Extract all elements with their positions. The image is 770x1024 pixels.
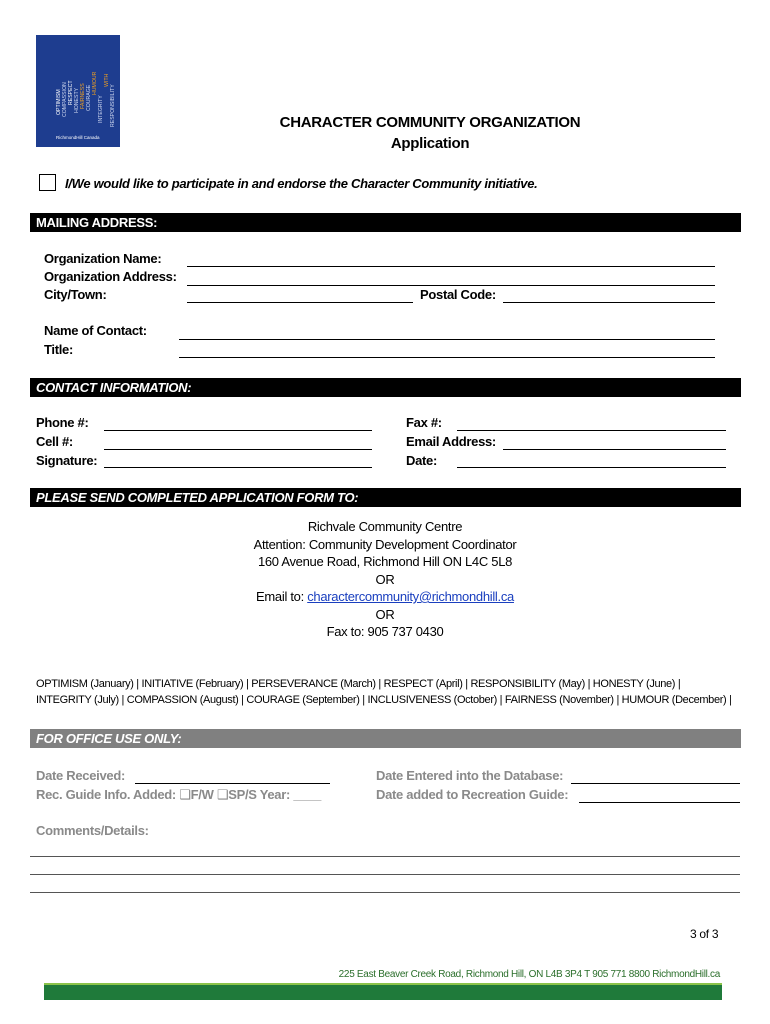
fax-field[interactable] (457, 430, 726, 431)
date-field[interactable] (457, 467, 726, 468)
send-email-line (185, 588, 585, 606)
date-received-label: Date Received: (36, 768, 126, 783)
values-line-1: OPTIMISM (January) | INITIATIVE (February) | PERSEVERANCE (March) | RESPECT (April) | RESPONSIBILITY (May) | HONESTY (June) | (36, 678, 681, 690)
comments-line-2[interactable] (30, 874, 740, 875)
cell-label: Cell #: (36, 434, 73, 449)
city-field[interactable] (187, 302, 413, 303)
footer-address: 225 East Beaver Creek Road, Richmond Hill, ON L4B 3P4 T 905 771 8800 RichmondHill.ca (338, 969, 720, 980)
send-or-1: OR (375, 571, 395, 587)
logo-word: HONESTY (74, 87, 80, 113)
org-name-field[interactable] (187, 266, 715, 267)
contact-name-label: Name of Contact: (44, 323, 147, 338)
phone-label: Phone #: (36, 415, 89, 430)
logo-brand: RichmondHill Canada (56, 135, 100, 140)
page-subtitle: Application (390, 135, 470, 152)
date-added-field[interactable] (579, 802, 740, 803)
send-line-3: 160 Avenue Road, Richmond Hill ON L4C 5L8 (257, 554, 513, 569)
character-values-list (36, 676, 746, 708)
endorse-checkbox[interactable] (39, 174, 56, 191)
city-label: City/Town: (44, 287, 107, 302)
logo-word: WITH (104, 73, 110, 87)
contact-title-label: Title: (44, 342, 74, 357)
cell-field[interactable] (104, 449, 372, 450)
org-name-label: Organization Name: (44, 251, 162, 266)
send-or-2: OR (375, 606, 395, 622)
send-to-heading: PLEASE SEND COMPLETED APPLICATION FORM TO: (30, 488, 741, 507)
send-fax-line: Fax to: 905 737 0430 (326, 624, 444, 639)
logo-word: RESPONSIBILITY (110, 84, 116, 127)
logo-word: OPTIMISM (56, 89, 62, 115)
date-entered-field[interactable] (571, 783, 740, 784)
org-address-label: Organization Address: (44, 269, 177, 284)
date-entered-label: Date Entered into the Database: (376, 768, 564, 783)
office-use-heading: FOR OFFICE USE ONLY: (30, 729, 741, 748)
contact-title-field[interactable] (179, 357, 715, 358)
character-community-logo (36, 35, 120, 147)
logo-word-cloud (36, 35, 120, 147)
postal-code-field[interactable] (503, 302, 715, 303)
logo-word: HUMOUR (92, 71, 98, 95)
comments-line-3[interactable] (30, 892, 740, 893)
send-line-2: Attention: Community Development Coordinator (253, 536, 517, 552)
mailing-address-heading: MAILING ADDRESS: (30, 213, 741, 232)
rec-guide-label: Rec. Guide Info. Added: ❑F/W ❑SP/S Year: ____ (36, 787, 322, 802)
values-line-2: INTEGRITY (July) | COMPASSION (August) | COURAGE (September) | INCLUSIVENESS (October) | FAIRNESS (November) | HUMOUR (December) | (36, 694, 732, 706)
postal-code-label: Postal Code: (420, 287, 496, 302)
contact-name-field[interactable] (179, 339, 715, 340)
logo-word: FAIRNESS (80, 83, 86, 109)
logo-word: INTEGRITY (98, 95, 104, 123)
phone-field[interactable] (104, 430, 372, 431)
comments-label: Comments/Details: (36, 823, 149, 838)
fax-label: Fax #: (406, 415, 442, 430)
signature-label: Signature: (36, 453, 98, 468)
date-received-field[interactable] (135, 783, 330, 784)
endorse-label: I/We would like to participate in and endorse the Character Community initiative. (65, 176, 538, 191)
comments-line-1[interactable] (30, 856, 740, 857)
send-line-1: Richvale Community Centre (307, 519, 463, 534)
date-label: Date: (406, 453, 438, 468)
footer-green-bar (44, 985, 722, 1000)
email-link[interactable]: charactercommunity@richmondhill.ca (307, 589, 514, 604)
page-number: 3 of 3 (690, 927, 719, 941)
page-title: CHARACTER COMMUNITY ORGANIZATION (279, 114, 581, 131)
email-label: Email Address: (406, 434, 496, 449)
contact-info-heading: CONTACT INFORMATION: (30, 378, 741, 397)
date-added-label: Date added to Recreation Guide: (376, 787, 569, 802)
email-field[interactable] (503, 449, 726, 450)
signature-field[interactable] (104, 467, 372, 468)
logo-word: COURAGE (86, 84, 92, 111)
send-to-address (185, 518, 585, 641)
logo-word: RESPECT (68, 80, 74, 105)
email-prefix: Email to: (256, 589, 308, 604)
logo-word: COMPASSION (62, 82, 68, 117)
